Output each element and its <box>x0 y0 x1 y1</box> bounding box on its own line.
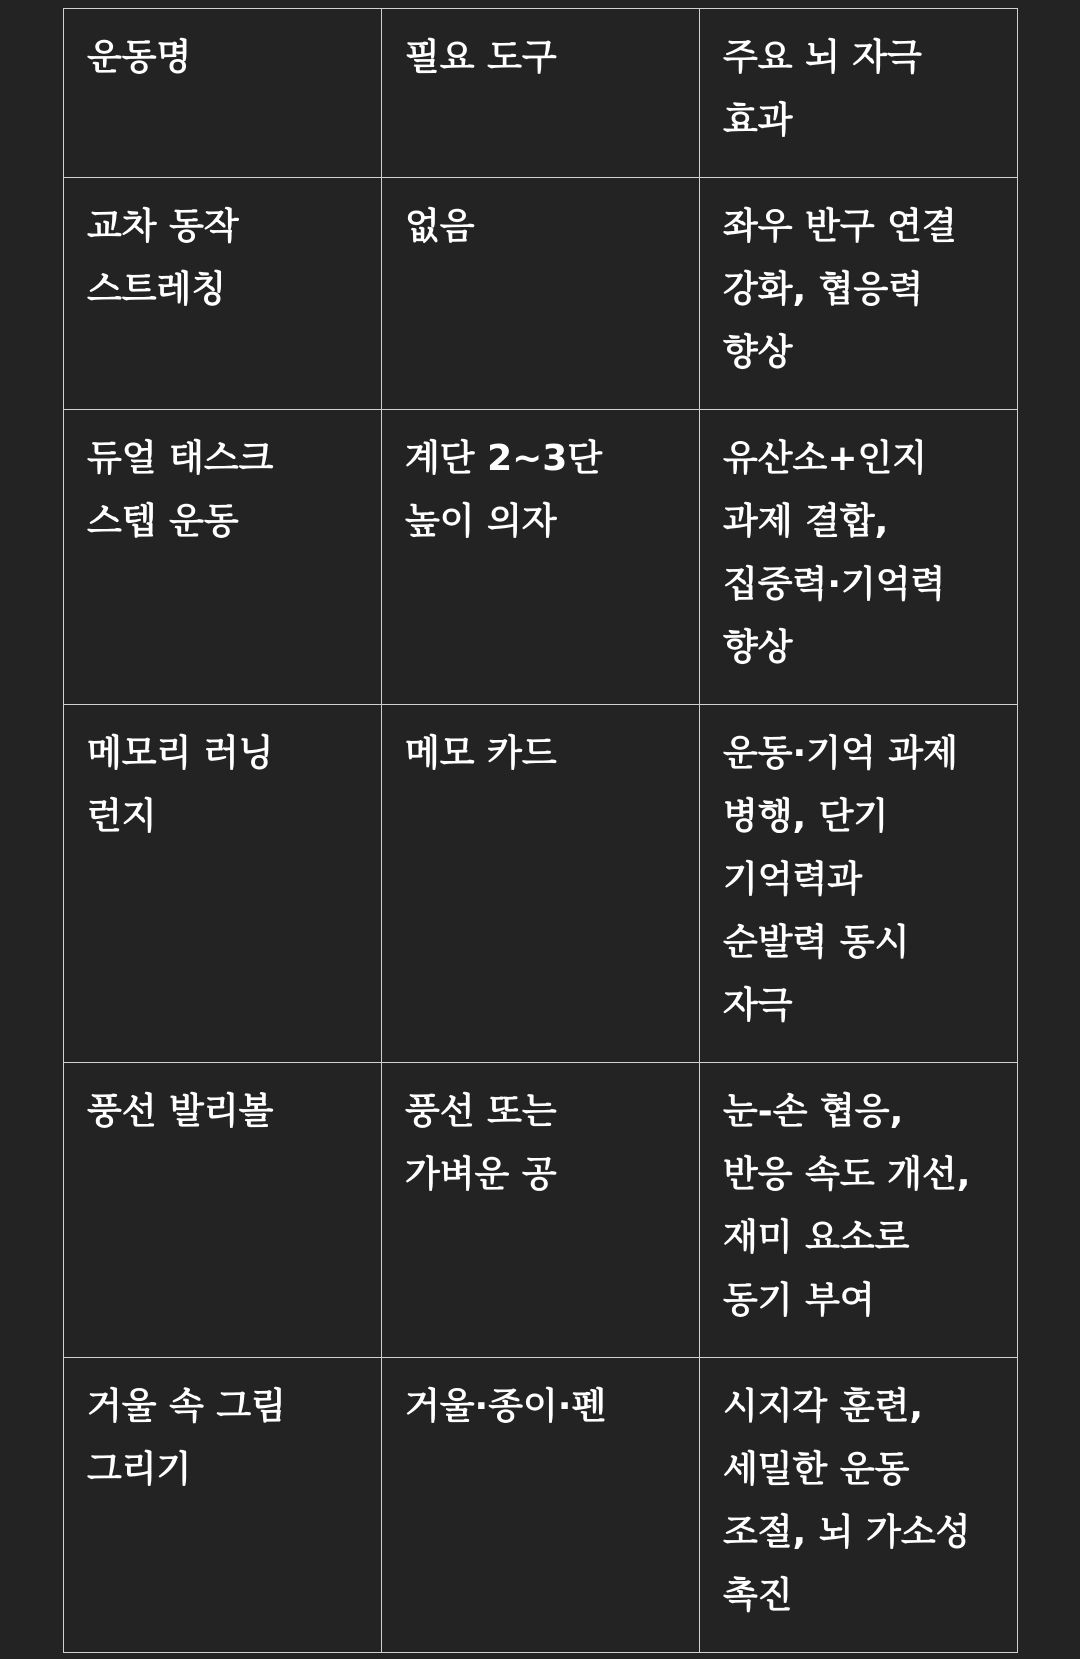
cell-exercise-name <box>64 178 382 410</box>
cell-line: 과제 결합, <box>723 501 889 542</box>
table-row <box>64 178 1018 410</box>
cell-line: 풍선 또는 <box>405 1091 557 1132</box>
cell-line: 집중력·기억력 <box>723 564 946 605</box>
cell-line: 런지 <box>87 796 157 837</box>
header-exercise-name <box>64 9 382 178</box>
cell-brain-effect <box>700 178 1018 410</box>
cell-line: 촉진 <box>723 1575 793 1616</box>
cell-line: 없음 <box>405 206 475 247</box>
cell-line: 높이 의자 <box>405 501 557 542</box>
header-line: 효과 <box>723 100 793 141</box>
header-line: 주요 뇌 자극 <box>723 37 922 78</box>
cell-brain-effect <box>700 410 1018 705</box>
cell-brain-effect <box>700 1358 1018 1653</box>
cell-line: 좌우 반구 연결 <box>723 206 957 247</box>
cell-exercise-name <box>64 1358 382 1653</box>
cell-exercise-name <box>64 410 382 705</box>
cell-line: 듀얼 태스크 <box>87 438 274 479</box>
cell-exercise-name <box>64 1063 382 1358</box>
cell-line: 가벼운 공 <box>405 1154 557 1195</box>
cell-exercise-name <box>64 705 382 1063</box>
cell-line: 거울 속 그림 <box>87 1386 286 1427</box>
cell-line: 교차 동작 <box>87 206 239 247</box>
cell-line: 조절, 뇌 가소성 <box>723 1512 971 1553</box>
cell-line: 메모리 러닝 <box>87 733 274 774</box>
cell-line: 병행, 단기 <box>723 796 889 837</box>
cell-line: 반응 속도 개선, <box>723 1154 971 1195</box>
cell-line: 그리기 <box>87 1449 192 1490</box>
cell-required-tools <box>382 1358 700 1653</box>
cell-line: 계단 2~3단 <box>405 438 603 479</box>
table-header-row <box>64 9 1018 178</box>
cell-line: 순발력 동시 <box>723 922 910 963</box>
cell-line: 강화, 협응력 <box>723 269 924 310</box>
cell-line: 스트레칭 <box>87 269 227 310</box>
cell-line: 시지각 훈련, <box>723 1386 924 1427</box>
cell-line: 눈-손 협응, <box>723 1091 904 1132</box>
cell-line: 향상 <box>723 627 793 668</box>
cell-line: 풍선 발리볼 <box>87 1091 274 1132</box>
header-line: 필요 도구 <box>405 37 557 78</box>
cell-line: 거울·종이·펜 <box>405 1386 607 1427</box>
cell-line: 운동·기억 과제 <box>723 733 958 774</box>
cell-line: 유산소+인지 <box>723 438 928 479</box>
cell-line: 세밀한 운동 <box>723 1449 910 1490</box>
cell-required-tools <box>382 178 700 410</box>
cell-line: 재미 요소로 <box>723 1217 910 1258</box>
exercise-table <box>63 8 1018 1653</box>
cell-line: 향상 <box>723 332 793 373</box>
header-brain-effect <box>700 9 1018 178</box>
cell-line: 동기 부여 <box>723 1280 875 1321</box>
table-row <box>64 1358 1018 1653</box>
table-row <box>64 705 1018 1063</box>
header-line: 운동명 <box>87 37 192 78</box>
cell-line: 메모 카드 <box>405 733 557 774</box>
cell-brain-effect <box>700 1063 1018 1358</box>
header-required-tools <box>382 9 700 178</box>
table-row <box>64 1063 1018 1358</box>
cell-required-tools <box>382 1063 700 1358</box>
cell-line: 자극 <box>723 985 793 1026</box>
cell-required-tools <box>382 705 700 1063</box>
cell-line: 기억력과 <box>723 859 863 900</box>
cell-required-tools <box>382 410 700 705</box>
cell-brain-effect <box>700 705 1018 1063</box>
table-row <box>64 410 1018 705</box>
cell-line: 스텝 운동 <box>87 501 239 542</box>
